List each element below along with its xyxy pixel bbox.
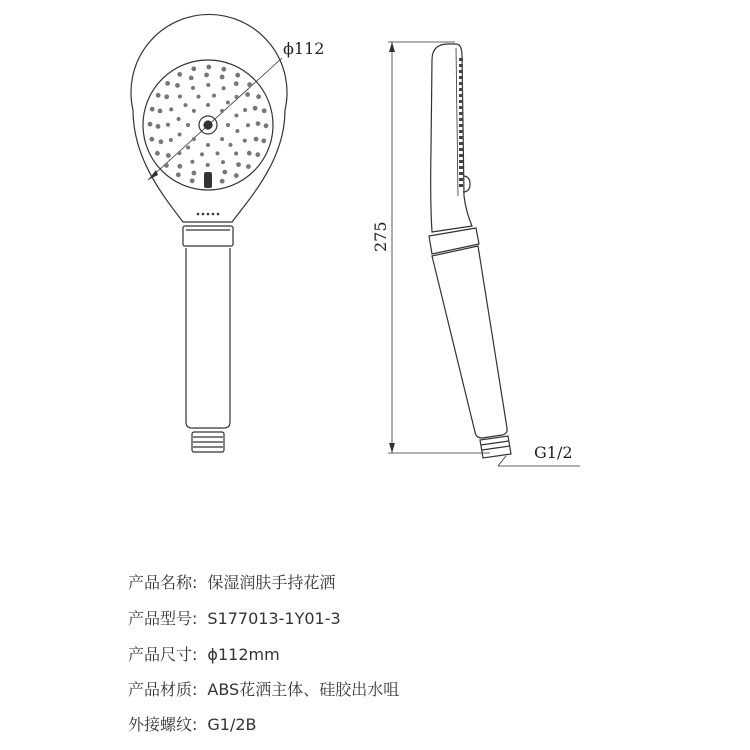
- nozzle-hole: [189, 76, 194, 81]
- nozzle-hole: [261, 138, 266, 143]
- spec-label: 产品材质:: [128, 680, 198, 699]
- nozzle-hole: [206, 83, 210, 87]
- nozzle-hole: [192, 109, 196, 113]
- spec-row-name: [128, 570, 335, 604]
- nozzle-hole: [229, 143, 233, 147]
- nozzle-hole: [254, 137, 259, 142]
- nozzle-hole: [262, 108, 267, 113]
- spec-label: 产品名称:: [128, 573, 198, 592]
- side-nozzle-tip: [459, 82, 463, 85]
- side-nozzle-tip: [459, 106, 463, 109]
- nozzle-hole: [192, 137, 196, 141]
- nozzle-hole: [256, 94, 261, 99]
- side-view: [388, 42, 580, 466]
- side-nozzle-tip: [459, 70, 463, 73]
- spec-value: ϕ112mm: [207, 645, 280, 664]
- nozzle-hole: [253, 106, 258, 111]
- nozzle-hole: [235, 129, 239, 133]
- nozzle-hole: [191, 66, 196, 71]
- length-label: 275: [371, 221, 390, 252]
- nozzle-hole: [159, 139, 164, 144]
- nozzle-hole: [158, 109, 163, 114]
- nozzle-hole: [177, 72, 182, 77]
- nozzle-hole: [206, 163, 210, 167]
- side-nozzle-tip: [459, 178, 463, 181]
- nozzle-hole: [166, 123, 170, 127]
- spec-row-size: [128, 642, 280, 676]
- spec-label: 产品尺寸:: [128, 645, 198, 664]
- nozzle-hole: [235, 73, 240, 78]
- side-nozzle-tip: [459, 148, 463, 151]
- nozzle-hole: [234, 173, 239, 178]
- nozzle-hole: [234, 152, 238, 156]
- side-nozzle-tip: [459, 94, 463, 97]
- spec-label: 外接螺纹:: [128, 715, 198, 734]
- side-nozzle-tip: [459, 142, 463, 145]
- nozzle-hole: [236, 162, 241, 167]
- nozzle-hole: [150, 107, 155, 112]
- nozzle-hole: [197, 95, 201, 99]
- nozzle-hole: [206, 65, 211, 70]
- side-nozzle-tip: [459, 76, 463, 79]
- nozzle-hole: [149, 137, 154, 142]
- nozzle-hole: [191, 86, 195, 90]
- nozzle-hole: [204, 73, 209, 78]
- side-handle: [432, 246, 507, 438]
- side-nozzle-tip: [459, 172, 463, 175]
- side-nozzle-tip: [459, 58, 463, 61]
- nozzle-hole: [220, 109, 224, 113]
- nozzle-hole: [221, 67, 226, 72]
- shower-head-outline: [131, 14, 287, 222]
- handle-collar: [183, 226, 233, 246]
- side-nozzle-tip: [459, 112, 463, 115]
- spec-value: S177013-1Y01-3: [207, 609, 341, 628]
- nozzle-hole: [235, 95, 239, 99]
- side-nozzle-tip: [459, 118, 463, 121]
- nozzle-hole: [184, 103, 188, 107]
- spec-label: 产品型号:: [128, 609, 198, 628]
- mode-indicator-dots: [197, 213, 220, 216]
- nozzle-hole: [234, 114, 238, 118]
- nozzle-hole: [176, 172, 181, 177]
- nozzle-hole: [220, 179, 225, 184]
- nozzle-hole: [247, 151, 252, 156]
- nozzle-hole: [226, 123, 230, 127]
- side-nozzle-tip: [459, 88, 463, 91]
- spec-value: G1/2B: [207, 715, 257, 734]
- nozzle-hole: [178, 151, 182, 155]
- nozzle-hole: [234, 81, 239, 86]
- nozzle-hole: [222, 170, 227, 175]
- front-view: [131, 14, 287, 452]
- nozzle-hole: [190, 160, 194, 164]
- nozzle-hole: [192, 171, 197, 176]
- nozzle-hole: [243, 139, 247, 143]
- side-nozzle-tip: [459, 160, 463, 163]
- nozzle-hole: [175, 83, 180, 88]
- spec-row-material: [128, 677, 399, 711]
- side-nozzle-tip: [459, 130, 463, 133]
- nozzle-hole: [178, 133, 182, 137]
- nozzle-hole: [169, 107, 173, 111]
- side-nozzle-tip: [459, 64, 463, 67]
- nozzle-hole: [206, 103, 210, 107]
- side-nozzle-tip: [459, 136, 463, 139]
- spec-value: ABS花洒主体、硅胶出水咀: [207, 680, 400, 699]
- nozzle-hole: [206, 143, 210, 147]
- nozzle-hole: [155, 151, 160, 156]
- nozzle-hole: [165, 81, 170, 86]
- nozzle-hole: [264, 123, 269, 128]
- nozzle-hole: [256, 121, 261, 126]
- nozzle-hole: [200, 152, 204, 156]
- nozzle-hole: [220, 75, 225, 80]
- side-nozzle-tip: [459, 124, 463, 127]
- nozzle-hole: [186, 123, 190, 127]
- side-nozzle-tip: [459, 100, 463, 103]
- nozzle-hole: [245, 92, 250, 97]
- thread-label: G1/2: [534, 443, 573, 462]
- spec-row-thread: [128, 712, 257, 746]
- nozzle-hole: [169, 138, 173, 142]
- side-nozzle-tip: [459, 184, 463, 187]
- nozzle-hole: [190, 178, 195, 183]
- nozzle-hole: [246, 123, 250, 127]
- nozzle-hole: [156, 124, 161, 129]
- side-nozzle-tip: [459, 166, 463, 169]
- nozzle-hole: [222, 86, 226, 90]
- nozzle-hole: [166, 153, 171, 158]
- nozzle-hole: [216, 151, 220, 155]
- head-side-profile: [431, 44, 472, 232]
- spec-row-model: [128, 606, 341, 640]
- handle-body: [186, 248, 230, 428]
- nozzle-hole: [177, 164, 182, 169]
- nozzle-hole: [246, 164, 251, 169]
- spec-value: 保湿润肤手持花洒: [207, 573, 336, 592]
- nozzle-hole: [178, 95, 182, 99]
- nozzle-hole: [226, 101, 230, 105]
- nozzle-hole: [186, 146, 190, 150]
- mode-switch-slot: [204, 172, 212, 188]
- nozzle-hole: [177, 117, 181, 121]
- nozzle-hole: [255, 152, 260, 157]
- diameter-label: ϕ112: [283, 39, 325, 58]
- nozzle-hole: [212, 94, 216, 98]
- nozzle-hole: [220, 137, 224, 141]
- nozzle-hole: [148, 122, 153, 127]
- nozzle-hole: [247, 82, 252, 87]
- nozzle-hole: [221, 160, 225, 164]
- nozzle-hole: [243, 108, 247, 112]
- nozzle-hole: [164, 163, 169, 168]
- nozzle-hole: [156, 93, 161, 98]
- nozzle-hole: [164, 94, 169, 99]
- side-nozzle-tip: [459, 154, 463, 157]
